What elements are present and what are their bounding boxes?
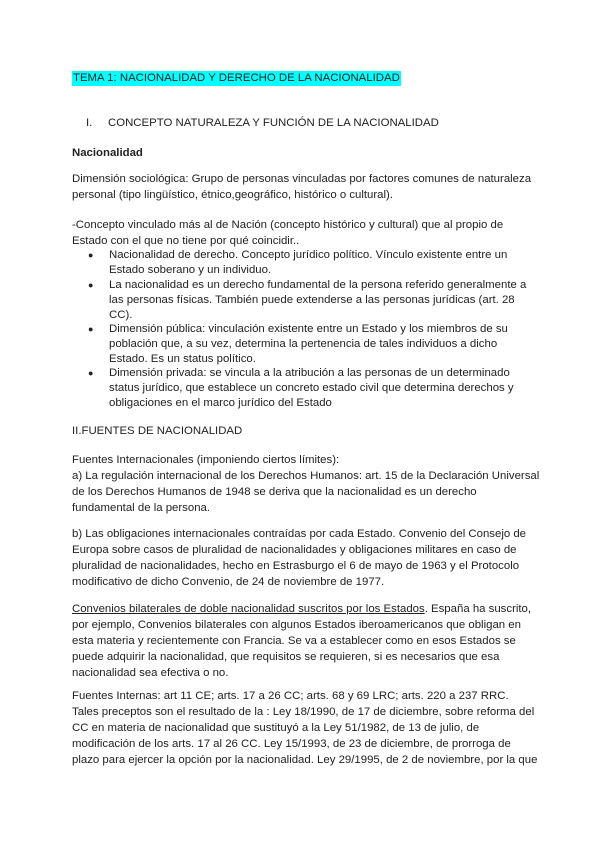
paragraph-fuentes-internacionales <box>72 452 540 516</box>
section-heading-1 <box>86 116 439 131</box>
text-line: status jurídico, que establece un concreto estado civil que determina derechos y <box>109 382 514 394</box>
text-line: Nacionalidad de derecho. Concepto jurídico político. Vínculo existente entre un <box>109 249 508 261</box>
bullet-item <box>88 248 528 278</box>
text-line: Estado soberano y un individuo. <box>109 264 272 276</box>
text-line: obligaciones en el marco jurídico del Estado <box>109 397 332 409</box>
text-line: pluralidad de nacionalidades, hecho en Estrasburgo el 6 de mayo de 1963 y el Protocolo <box>72 560 520 572</box>
text-line: Dimensión sociológica: Grupo de personas vinculadas por factores comunes de naturaleza <box>72 173 532 185</box>
text-line: puede adquirir la nacionalidad, que requisitos se requieren, si es necesarios que esa <box>72 651 500 663</box>
text-fragment: . España ha suscrito, <box>424 603 532 615</box>
bullet-item <box>88 322 528 367</box>
bullet-icon: ● <box>88 324 94 334</box>
text-line: Fuentes Internas: art 11 CE; arts. 17 a 26 CC; arts. 68 y 69 LRC; arts. 220 a 237 RRC. <box>72 690 509 702</box>
subheading: Nacionalidad <box>72 147 143 159</box>
text-line: fundamental de la persona. <box>72 502 211 514</box>
paragraph-concept <box>72 217 532 249</box>
text-line: Europa sobre casos de pluralidad de nacionalidades y obligaciones militares en caso de <box>72 544 517 556</box>
text-line: nacionalidad sea efectiva o no. <box>72 667 229 679</box>
text-line: Tales preceptos son el resultado de la : Ley 18/1990, de 17 de diciembre, sobre reforma del <box>72 706 535 718</box>
text-line: personal (tipo lingüístico, étnico,geográfico, histórico o cultural). <box>72 189 394 201</box>
text-line: CC). <box>109 309 133 321</box>
bullet-item <box>88 366 528 411</box>
text-line: de los Derechos Humanos de 1948 se deriva que la nacionalidad es un derecho <box>72 486 477 498</box>
text-line: La nacionalidad es un derecho fundamental de la persona referido generalmente a <box>109 279 527 291</box>
paragraph-obligaciones <box>72 526 532 590</box>
text-line: modificación de los arts. 17 al 26 CC. Ley 15/1993, de 23 de diciembre, de prorroga de <box>72 738 511 750</box>
text-line: CC en materia de nacionalidad que sustituyó a la Ley 51/1982, de 13 de julio, de <box>72 722 480 734</box>
document-title: TEMA 1: NACIONALIDAD Y DERECHO DE LA NACIONALIDAD <box>73 72 400 84</box>
text-line: esta materia y recientemente con Francia. Se va a establecer como en esos Estados se <box>72 635 516 647</box>
text-line: Estado. Es un status político. <box>109 353 256 365</box>
bullet-icon: ● <box>88 250 94 260</box>
text-line: modificativo de dicho Convenio, de 24 de noviembre de 1977. <box>72 576 385 588</box>
text-line: a) La regulación internacional de los Derechos Humanos: art. 15 de la Declaración Universal <box>72 470 540 482</box>
section-heading-2: II.FUENTES DE NACIONALIDAD <box>72 425 243 437</box>
bullet-item <box>88 278 528 323</box>
section-number: I. <box>86 117 93 129</box>
text-line: Dimensión privada: se vincula a la atribución a las personas de un determinado <box>109 367 510 379</box>
text-line: plazo para ejercer la opción por la nacionalidad. Ley 29/1995, de 2 de noviembre, por la que <box>72 754 538 766</box>
text-line: Fuentes Internacionales (imponiendo ciertos límites): <box>72 454 340 466</box>
bullet-icon: ● <box>88 280 94 290</box>
text-line: por ejemplo, Convenios bilaterales con algunos Estados iberoamericanos que obligan en <box>72 619 521 631</box>
paragraph-convenios <box>72 601 532 681</box>
text-line: b) Las obligaciones internacionales contraídas por cada Estado. Convenio del Consejo de <box>72 528 527 540</box>
bullet-icon: ● <box>88 368 94 378</box>
paragraph-fuentes-internas <box>72 688 538 768</box>
text-line <box>72 601 532 617</box>
text-line: -Concepto vinculado más al de Nación (concepto histórico y cultural) que al propio de <box>72 219 504 231</box>
underlined-text: Convenios bilaterales de doble nacionalidad suscritos por los Estados <box>72 603 425 615</box>
paragraph-dimension <box>72 171 532 203</box>
text-line: las personas físicas. También puede extenderse a las personas jurídicas (art. 28 <box>109 294 515 306</box>
text-line: población que, a su vez, determina la pertenencia de tales individuos a dicho <box>109 338 498 350</box>
text-line: Dimensión pública: vinculación existente entre un Estado y los miembros de su <box>109 323 508 335</box>
section-title: CONCEPTO NATURALEZA Y FUNCIÓN DE LA NACIONALIDAD <box>108 117 439 129</box>
text-line: Estado con el que no tiene por qué coincidir.. <box>72 235 300 247</box>
